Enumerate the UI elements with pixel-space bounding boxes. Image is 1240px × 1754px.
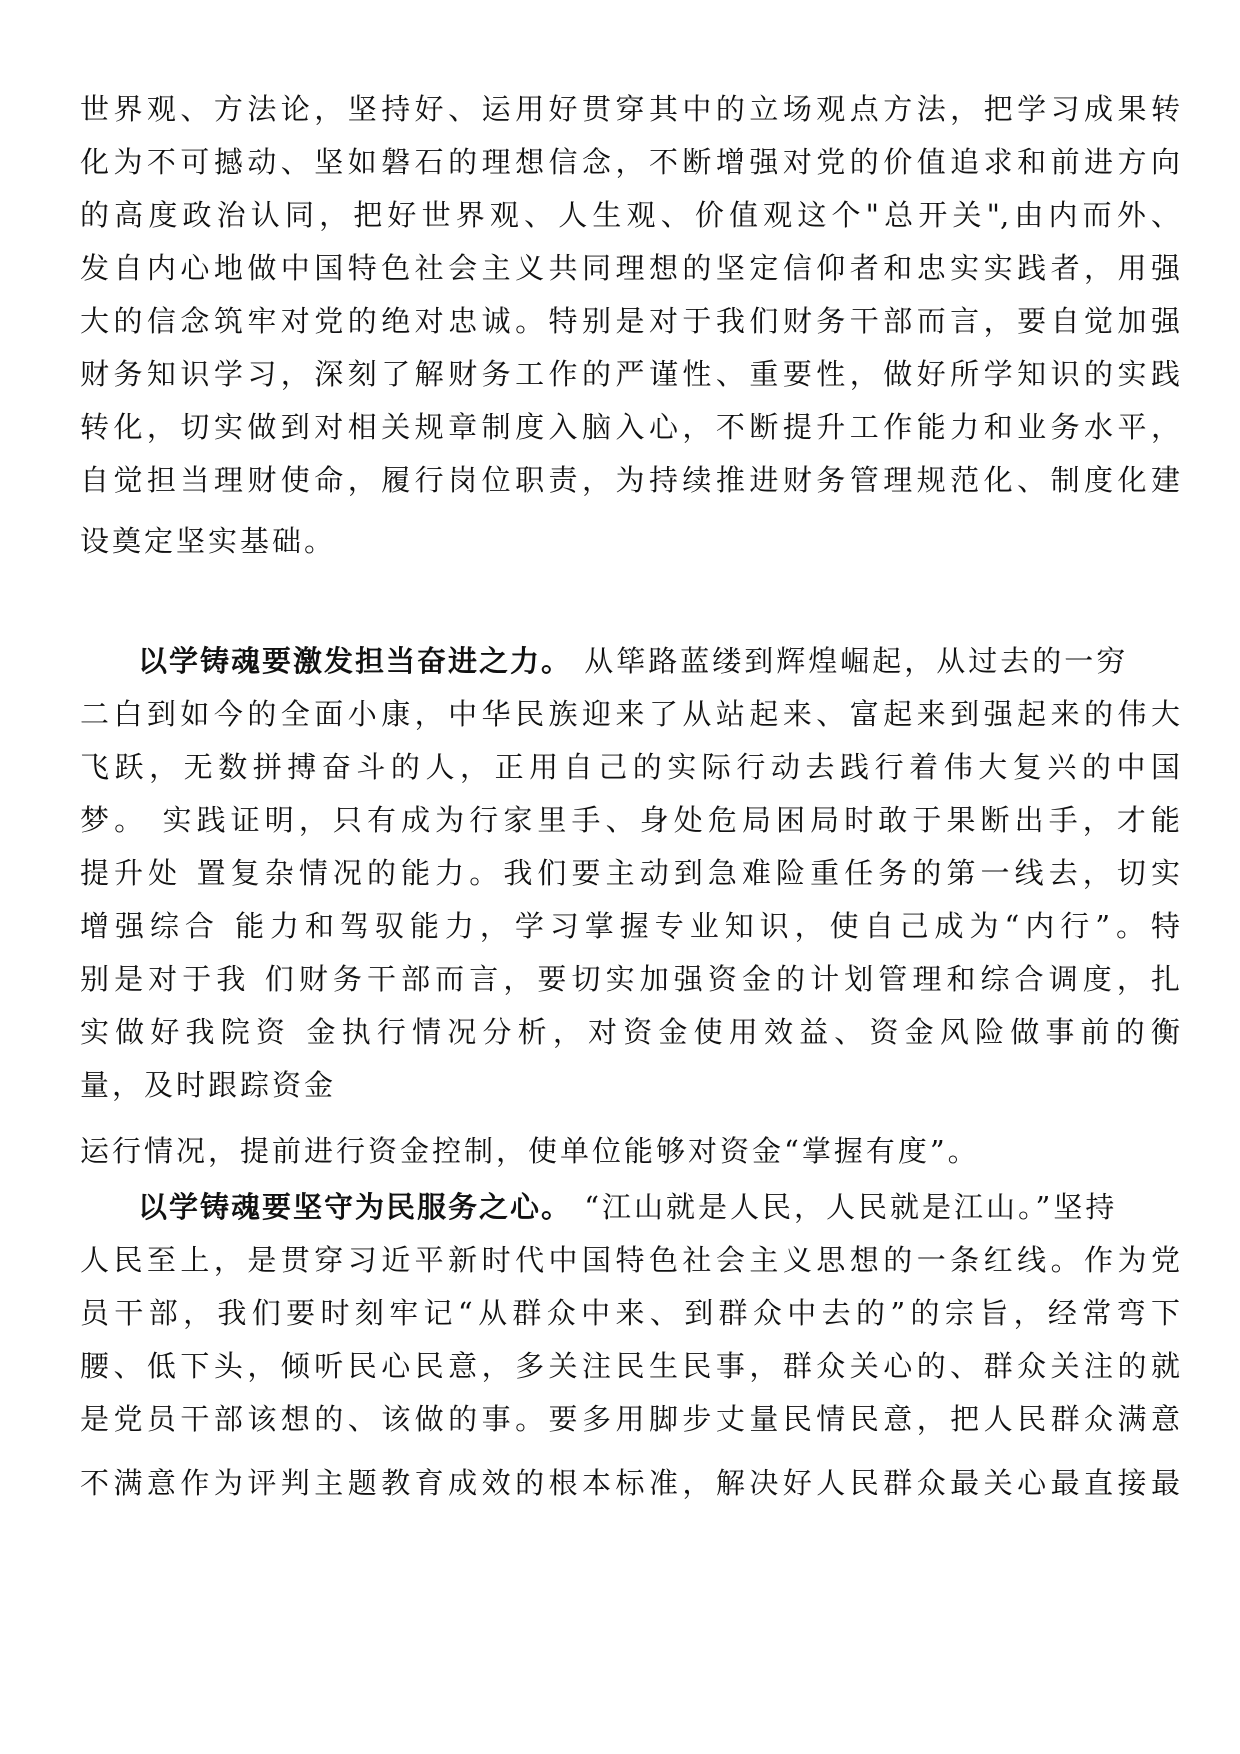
- text-line: 世界观、方法论，坚持好、运用好贯穿其中的立场观点方法，把学习成果转: [80, 92, 1180, 126]
- text-line: 梦。 实践证明，只有成为行家里手、身处危局困局时敢于果断出手，才能: [80, 803, 1180, 837]
- text-line: 运行情况，提前进行资金控制，使单位能够对资金“掌握有度”。: [80, 1134, 980, 1168]
- text-line: 大的信念筑牢对党的绝对忠诚。特别是对于我们财务干部而言，要自觉加强: [80, 304, 1180, 338]
- paragraph-heading: 以学铸魂要激发担当奋进之力。: [138, 644, 573, 678]
- text-line: 增强综合 能力和驾驭能力，学习掌握专业知识，使自己成为“内行”。特: [80, 909, 1180, 943]
- paragraph-heading: 以学铸魂要坚守为民服务之心。: [138, 1190, 573, 1224]
- text-line: 财务知识学习，深刻了解财务工作的严谨性、重要性，做好所学知识的实践: [80, 357, 1180, 391]
- paragraph-first-line: [138, 1184, 1180, 1230]
- text-line: 提升处 置复杂情况的能力。我们要主动到急难险重任务的第一线去，切实: [80, 856, 1180, 890]
- text-line: 发自内心地做中国特色社会主义共同理想的坚定信仰者和忠实实践者，用强: [80, 251, 1180, 285]
- text-line: 转化，切实做到对相关规章制度入脑入心，不断提升工作能力和业务水平，: [80, 410, 1180, 444]
- text-line: 别是对于我 们财务干部而言，要切实加强资金的计划管理和综合调度，扎: [80, 962, 1180, 996]
- paragraph-first-line: [138, 638, 1180, 684]
- text-line: 化为不可撼动、坚如磐石的理想信念，不断增强对党的价值追求和前进方向: [80, 145, 1180, 179]
- text-line: 二白到如今的全面小康，中华民族迎来了从站起来、富起来到强起来的伟大: [80, 697, 1180, 731]
- text-line: 实做好我院资 金执行情况分析，对资金使用效益、资金风险做事前的衡: [80, 1015, 1180, 1049]
- text-line: 是党员干部该想的、该做的事。要多用脚步丈量民情民意，把人民群众满意: [80, 1402, 1180, 1436]
- text-run: 从筚路蓝缕到辉煌崛起，从过去的一穷: [572, 644, 1129, 678]
- text-line: 人民至上，是贯穿习近平新时代中国特色社会主义思想的一条红线。作为党: [80, 1243, 1180, 1277]
- text-line: 飞跃，无数拼搏奋斗的人，正用自己的实际行动去践行着伟大复兴的中国: [80, 750, 1180, 784]
- text-run: “江山就是人民，人民就是江山。”坚持: [572, 1190, 1118, 1224]
- text-line: 量，及时跟踪资金: [80, 1068, 337, 1102]
- text-line: 员干部，我们要时刻牢记“从群众中来、到群众中去的”的宗旨，经常弯下: [80, 1296, 1180, 1330]
- text-line: 的高度政治认同，把好世界观、人生观、价值观这个"总开关",由内而外、: [80, 198, 1180, 232]
- text-line: 不满意作为评判主题教育成效的根本标准，解决好人民群众最关心最直接最: [80, 1466, 1180, 1500]
- text-line: 腰、低下头，倾听民心民意，多关注民生民事，群众关心的、群众关注的就: [80, 1349, 1180, 1383]
- text-line: 设奠定坚实基础。: [80, 524, 337, 558]
- text-line: 自觉担当理财使命，履行岗位职责，为持续推进财务管理规范化、制度化建: [80, 463, 1180, 497]
